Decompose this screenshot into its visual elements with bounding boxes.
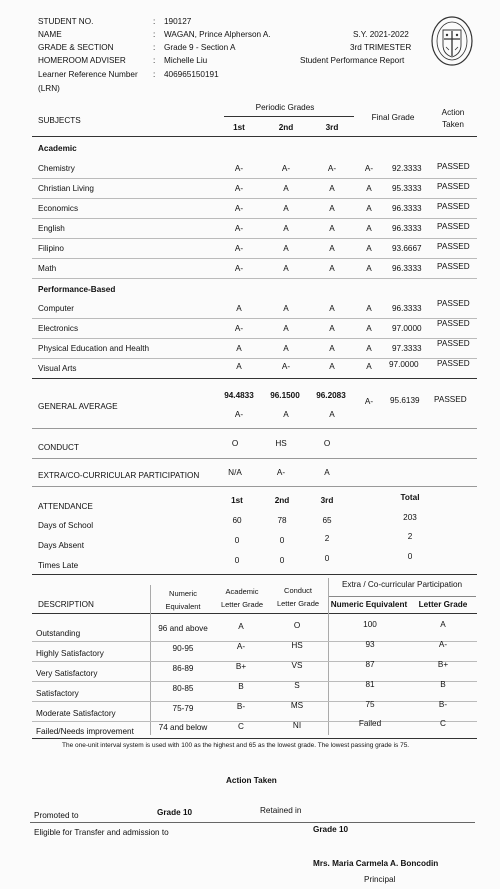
periodic-grades-header: Periodic Grades [255,103,315,112]
legend-description: Highly Satisfactory [36,649,104,658]
action-value: PASSED [437,222,470,231]
name-value: WAGAN, Prince Alpherson A. [164,30,271,39]
final-score: 97.0000 [389,360,419,369]
divider [32,574,477,575]
average-period-2: 96.1500 [270,391,300,400]
legend-academic: A [238,622,244,631]
grade-cell: A [329,204,335,213]
conduct-grade: HS [275,439,287,448]
transfer-value: Grade 10 [313,825,349,834]
subject-name: Christian Living [38,184,94,193]
grade-cell: A- [234,324,244,333]
legend-description: Outstanding [36,629,81,638]
grade-cell: A [236,344,242,353]
legend-academic: B+ [235,662,247,671]
legend-numeric: 90-95 [172,644,194,653]
legend-extra-letter: A [440,620,446,629]
student-no-value: 190127 [164,17,192,26]
legend-conduct: O [293,621,301,630]
conduct-grade: O [231,439,239,448]
student-no-label: STUDENT NO. [38,17,94,26]
colon: : [153,17,156,26]
grade-cell: A- [234,244,244,253]
grade-cell: A [329,264,335,273]
legend-numeric: 96 and above [158,624,208,633]
legend-extra-letter: C [440,719,446,728]
legend-extra-numeric: 81 [365,680,375,689]
final-letter: A [366,344,372,353]
row-divider [32,278,477,279]
grade-cell: A [329,184,335,193]
attendance-value: 0 [234,536,240,545]
action-value: PASSED [437,359,470,368]
grade-cell: A [329,362,335,371]
action-value: PASSED [437,182,470,191]
transfer-label: Eligible for Transfer and admission to [34,828,169,837]
attendance-value: 0 [279,556,285,565]
final-letter: A [366,324,372,333]
extra-curricular-label: EXTRA/CO-CURRICULAR PARTICIPATION [38,471,200,480]
legend-extra-numeric: 75 [365,700,375,709]
principal-title: Principal [364,875,396,884]
average-final-score: 95.6139 [390,396,420,405]
academic-section-label: Academic [38,144,77,153]
subject-name: Math [38,264,57,273]
grade-cell: A [283,324,289,333]
colon: : [153,43,156,52]
promoted-value: Grade 10 [157,808,193,817]
grade-cell: A [329,344,335,353]
row-divider [32,318,477,319]
grade-cell: A- [234,224,244,233]
legend-numeric: 80-85 [172,684,194,693]
legend-description: Moderate Satisfactory [36,709,116,718]
final-score: 97.3333 [392,344,422,353]
extra-grade: N/A [228,468,242,477]
attendance-row-label: Times Late [38,561,79,570]
subject-name: Visual Arts [38,364,77,373]
row-divider [32,641,477,642]
divider [32,136,477,137]
description-header: DESCRIPTION [38,600,94,609]
legend-conduct: NI [292,721,302,730]
legend-numeric: 86-89 [172,664,194,673]
row-divider [32,661,477,662]
legend-extra-letter: B- [438,700,448,709]
column-divider [328,578,329,735]
lrn-value: 406965150191 [164,70,219,79]
extra-legend-header: Extra / Co-curricular Participation [341,580,463,589]
final-letter: A [366,184,372,193]
divider [32,458,477,459]
average-period-1: 94.4833 [224,391,254,400]
subject-name: Physical Education and Health [38,344,150,353]
legend-extra-letter: A- [438,640,448,649]
grade-cell: A [283,264,289,273]
grade-cell: A [283,224,289,233]
final-letter: A [366,244,372,253]
attendance-label: ATTENDANCE [38,502,93,511]
period-header-3: 3rd [325,123,339,132]
divider [30,822,475,823]
action-taken-title: Action Taken [226,776,277,785]
attendance-col-2: 2nd [274,496,290,505]
action-value: PASSED [437,242,470,251]
attendance-value: 0 [234,556,240,565]
row-divider [32,358,477,359]
divider [32,428,477,429]
conduct-letter-header: Conduct [284,586,312,595]
final-letter: A [366,304,372,313]
row-divider [32,258,477,259]
extra-numeric-header: Numeric Equivalent [330,600,408,609]
row-divider [32,178,477,179]
grade-cell: A- [327,164,337,173]
action-value: PASSED [437,299,470,308]
final-letter: A [366,264,372,273]
final-score: 95.3333 [392,184,422,193]
attendance-row-label: Days Absent [38,541,84,550]
final-letter: A [366,204,372,213]
legend-academic: A- [236,642,246,651]
divider [224,116,354,117]
term: 3rd TRIMESTER [350,43,412,52]
final-letter: A [366,362,372,371]
subject-name: Economics [38,204,79,213]
legend-extra-letter: B [440,680,446,689]
subject-name: Chemistry [38,164,75,173]
average-action: PASSED [434,395,467,404]
grade-cell: A [329,324,335,333]
legend-description: Failed/Needs improvement [36,727,134,736]
attendance-value: 2 [324,534,330,543]
grade-cell: A [236,362,242,371]
action-value: PASSED [437,339,470,348]
extra-grade: A [324,468,330,477]
grade-cell: A [329,304,335,313]
school-seal-logo [430,15,474,67]
legend-conduct: VS [291,661,303,670]
legend-conduct: S [294,681,300,690]
attendance-value: 0 [324,554,330,563]
final-letter: A- [364,164,374,173]
colon: : [153,70,156,79]
numeric-equivalent-header: Numeric [169,589,197,598]
average-period-3: 96.2083 [316,391,346,400]
average-letter-3: A [329,410,335,419]
average-final-letter: A- [364,397,374,406]
legend-extra-numeric: 87 [365,660,375,669]
legend-academic: B- [236,702,246,711]
principal-name: Mrs. Maria Carmela A. Boncodin [313,859,439,868]
final-score: 96.3333 [392,224,422,233]
row-divider [32,218,477,219]
final-score: 96.3333 [392,204,422,213]
colon: : [153,30,156,39]
subject-name: English [38,224,65,233]
final-score: 93.6667 [392,244,422,253]
academic-letter-header: Letter Grade [220,600,264,609]
extra-letter-header: Letter Grade [418,600,468,609]
grade-cell: A [283,304,289,313]
legend-extra-numeric: 100 [363,620,377,629]
grade-cell: A [236,304,242,313]
subject-name: Filipino [38,244,64,253]
row-divider [32,338,477,339]
grade-section-value: Grade 9 - Section A [164,43,236,52]
general-average-label: GENERAL AVERAGE [38,402,118,411]
subject-name: Electronics [38,324,79,333]
attendance-value: 60 [232,516,242,525]
action-header: Taken [442,120,464,129]
attendance-value: 78 [277,516,287,525]
report-title: Student Performance Report [300,56,405,65]
legend-extra-letter: B+ [437,660,449,669]
action-value: PASSED [437,319,470,328]
row-divider [32,681,477,682]
school-year: S.Y. 2021-2022 [353,30,409,39]
legend-extra-numeric: Failed [358,719,382,728]
legend-academic: C [238,722,244,731]
grade-cell: A- [234,184,244,193]
grade-cell: A [329,224,335,233]
grade-cell: A- [281,164,291,173]
lrn-label: Learner Reference Number [38,70,138,79]
promoted-label: Promoted to [34,811,79,820]
attendance-row-label: Days of School [38,521,94,530]
row-divider [32,238,477,239]
period-header-1: 1st [233,123,245,132]
grade-section-label: GRADE & SECTION [38,43,114,52]
final-score: 96.3333 [392,304,422,313]
legend-academic: B [238,682,244,691]
lrn-label-abbrev: (LRN) [38,84,60,93]
row-divider [32,198,477,199]
attendance-value: 65 [322,516,332,525]
grade-cell: A- [234,264,244,273]
attendance-total: 0 [407,552,413,561]
divider [32,738,477,739]
grade-cell: A [283,344,289,353]
legend-extra-numeric: 93 [365,640,375,649]
legend-conduct: MS [290,701,304,710]
attendance-col-total: Total [400,493,420,502]
academic-letter-header: Academic [225,587,259,596]
row-divider [32,721,477,722]
subject-name: Computer [38,304,74,313]
action-value: PASSED [437,162,470,171]
divider [32,378,477,379]
legend-numeric: 74 and below [158,723,208,732]
legend-conduct: HS [291,641,303,650]
attendance-value: 0 [279,536,285,545]
adviser-label: HOMEROOM ADVISER [38,56,126,65]
final-score: 97.0000 [392,324,422,333]
action-header: Action [441,108,465,117]
final-score: 96.3333 [392,264,422,273]
grading-note: The one-unit interval system is used with 100 as the highest and 65 as the lowest grade. The lowest passing grade is 75. [62,742,410,749]
attendance-total: 203 [403,513,417,522]
period-header-2: 2nd [278,123,294,132]
legend-description: Very Satisfactory [36,669,98,678]
grade-cell: A- [281,362,291,371]
final-letter: A [366,224,372,233]
conduct-label: CONDUCT [38,443,79,452]
final-grade-header: Final Grade [371,113,415,122]
divider [32,486,477,487]
extra-grade: A- [276,468,286,477]
conduct-grade: O [323,439,331,448]
grade-cell: A- [234,204,244,213]
grade-cell: A [283,204,289,213]
conduct-letter-header: Letter Grade [276,599,320,608]
average-letter-2: A [283,410,289,419]
grade-cell: A [283,244,289,253]
numeric-equivalent-header: Equivalent [165,602,201,611]
legend-numeric: 75-79 [172,704,194,713]
attendance-col-3: 3rd [320,496,334,505]
row-divider [32,701,477,702]
average-letter-1: A- [234,410,244,419]
adviser-value: Michelle Liu [164,56,208,65]
divider [328,596,476,597]
subjects-header: SUBJECTS [38,116,81,125]
name-label: NAME [38,30,62,39]
attendance-total: 2 [407,532,413,541]
grade-cell: A- [234,164,244,173]
divider [32,613,477,614]
colon: : [153,56,156,65]
performance-section-label: Performance-Based [38,285,116,294]
final-score: 92.3333 [392,164,422,173]
attendance-col-1: 1st [231,496,243,505]
grade-cell: A [329,244,335,253]
action-value: PASSED [437,202,470,211]
legend-description: Satisfactory [36,689,79,698]
grade-cell: A [283,184,289,193]
retained-label: Retained in [260,806,302,815]
action-value: PASSED [437,262,470,271]
